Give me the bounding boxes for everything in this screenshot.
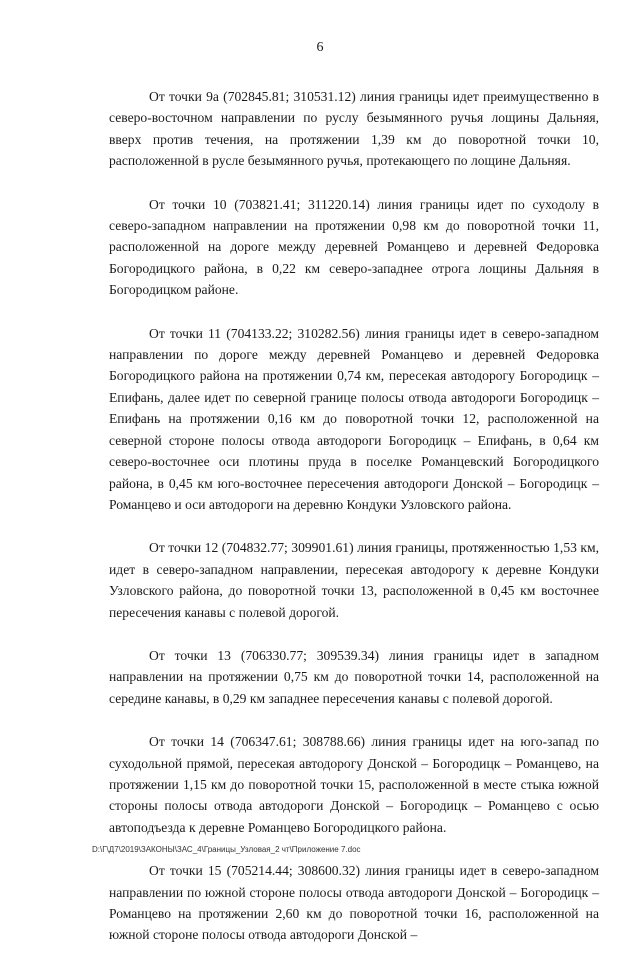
paragraph-point-15: От точки 15 (705214.44; 308600.32) линия границы идет в северо-западном направлении по южной стороне полосы отвода автодороги Донской – Богородицк – Романцево на протяжении 2,60 км до поворотной точки 16, расположенной на южной стороне полосы отвода автодороги Донской – bbox=[109, 863, 599, 943]
document-body bbox=[109, 86, 599, 968]
paragraph-point-12: От точки 12 (704832.77; 309901.61) линия границы, протяженностью 1,53 км, идет в северо-западном направлении, пересекая автодорогу к деревне Кондуки Узловского района, до поворотной точки 13, расположенной в 0,45 км восточнее пересечения канавы с полевой дорогой. bbox=[109, 540, 599, 620]
paragraph-point-14: От точки 14 (706347.61; 308788.66) линия границы идет на юго-запад по суходольной прямой, пересекая автодорогу Донской – Богородицк – Романцево, на протяжении 1,15 км до поворотной точки 15, расположенной в месте стыка южной стороны полосы отвода автодороги Донской – Богородицк – Романцево с осью автоподъезда к деревне Романцево Богородицкого района. bbox=[109, 734, 599, 835]
paragraph-point-9a: От точки 9а (702845.81; 310531.12) линия границы идет преимущественно в северо-восточном направлении по руслу безымянного ручья лощины Дальняя, вверх против течения, на протяжении 1,39 км до поворотной точки 10, расположенной в русле безымянного ручья, протекающего по лощине Дальняя. bbox=[109, 89, 599, 169]
footer-file-path: D:\Г\Д7\2019\ЗАКОНЫ\ЗАС_4\Границы_Узловая_2 чт\Приложение 7.doc bbox=[92, 845, 361, 854]
paragraph-point-10: От точки 10 (703821.41; 311220.14) линия границы идет по суходолу в северо-западном направлении на протяжении 0,98 км до поворотной точки 11, расположенной на дороге между деревней Романцево и деревней Федоровка Богородицкого района, в 0,22 км северо-западнее отрога лощины Дальняя в Богородицком районе. bbox=[109, 196, 599, 298]
page-number: 6 bbox=[316, 40, 324, 55]
paragraph-point-11: От точки 11 (704133.22; 310282.56) линия границы идет в северо-западном направлении по дороге между деревней Романцево и деревней Федоровка Богородицкого района на протяжении 0,74 км, пересекая автодорогу Богородицк – Епифань, далее идет по северной границе полосы отвода автодороги Богородицк – Епифань на протяжении 0,16 км до поворотной точки 12, расположенной на северной стороне полосы отвода автодороги Богородицк – Епифань, в 0,64 км северо-восточнее оси плотины пруда в поселке Романцевский Богородицкого района, в 0,45 км юго-восточнее пересечения автодороги Донской – Богородицк – Романцево и оси автодороги на деревню Кондуки Узловского района. bbox=[109, 325, 599, 512]
paragraph-point-13: От точки 13 (706330.77; 309539.34) линия границы идет в западном направлении на протяжении 0,75 км до поворотной точки 14, расположенной на середине канавы, в 0,29 км западнее пересечения канавы с полевой дорогой. bbox=[109, 647, 599, 706]
